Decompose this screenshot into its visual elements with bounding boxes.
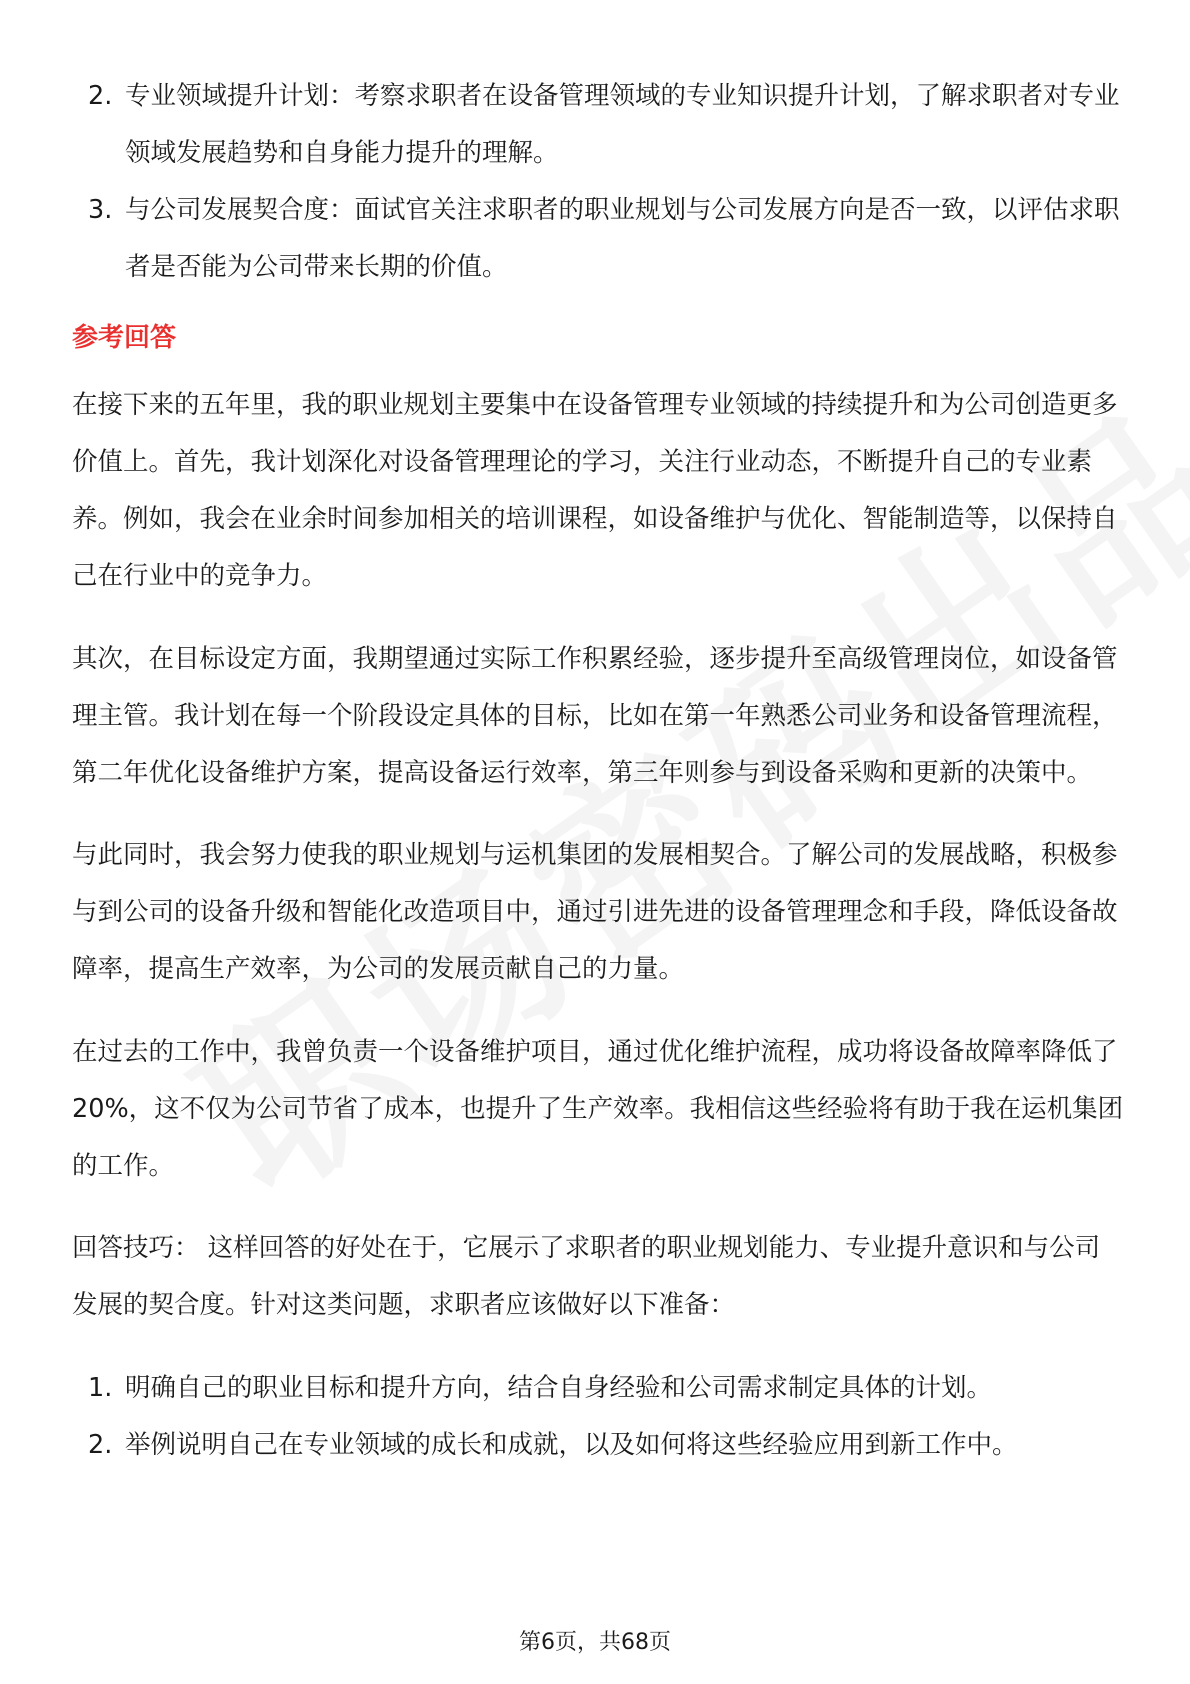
section-heading: 参考回答: [72, 323, 177, 353]
criteria-list: [72, 68, 1124, 296]
list-number: 3.: [88, 195, 113, 225]
answer-paragraph: 在接下来的五年里，我的职业规划主要集中在设备管理专业领域的持续提升和为公司创造更多价值上。首先，我计划深化对设备管理理论的学习，关注行业动态，不断提升自己的专业素养。例如，我会在业余时间参加相关的培训课程，如设备维护与优化、智能制造等，以保持自己在行业中的竞争力。: [72, 390, 1118, 591]
answer-paragraph: 与此同时，我会努力使我的职业规划与运机集团的发展相契合。了解公司的发展战略，积极参与到公司的设备升级和智能化改造项目中，通过引进先进的设备管理理念和手段，降低设备故障率，提高生产效率，为公司的发展贡献自己的力量。: [72, 840, 1118, 984]
list-text: 专业领域提升计划：考察求职者在设备管理领域的专业知识提升计划，了解求职者对专业领域发展趋势和自身能力提升的理解。: [125, 81, 1120, 168]
list-item: [72, 68, 1124, 182]
list-item: [72, 1417, 1124, 1474]
list-number: 2.: [88, 1429, 113, 1460]
answer-paragraph: 在过去的工作中，我曾负责一个设备维护项目，通过优化维护流程，成功将设备故障率降低了20%，这不仅为公司节省了成本，也提升了生产效率。我相信这些经验将有助于我在运机集团的工作。: [72, 1036, 1124, 1181]
list-text: 明确自己的职业目标和提升方向，结合自身经验和公司需求制定具体的计划。: [125, 1372, 993, 1403]
list-text: 与公司发展契合度：面试官关注求职者的职业规划与公司发展方向是否一致，以评估求职者是否能为公司带来长期的价值。: [125, 195, 1120, 282]
answer-paragraph: 其次，在目标设定方面，我期望通过实际工作积累经验，逐步提升至高级管理岗位，如设备管理主管。我计划在每一个阶段设定具体的目标，比如在第一年熟悉公司业务和设备管理流程，第二年优化设备维护方案，提高设备运行效率，第三年则参与到设备采购和更新的决策中。: [72, 643, 1118, 788]
list-item: [72, 182, 1124, 296]
tips-list: [72, 1360, 1124, 1474]
page-number-footer: 第6页，共68页: [519, 1630, 671, 1655]
list-number: 1.: [88, 1372, 113, 1403]
list-item: [72, 1360, 1124, 1417]
list-text: 举例说明自己在专业领域的成长和成就，以及如何将这些经验应用到新工作中。: [125, 1429, 1018, 1460]
tips-paragraph: 回答技巧： 这样回答的好处在于，它展示了求职者的职业规划能力、专业提升意识和与公司发展的契合度。针对这类问题，求职者应该做好以下准备：: [72, 1233, 1101, 1320]
list-number: 2.: [88, 81, 113, 111]
page-content: [72, 68, 1124, 1474]
